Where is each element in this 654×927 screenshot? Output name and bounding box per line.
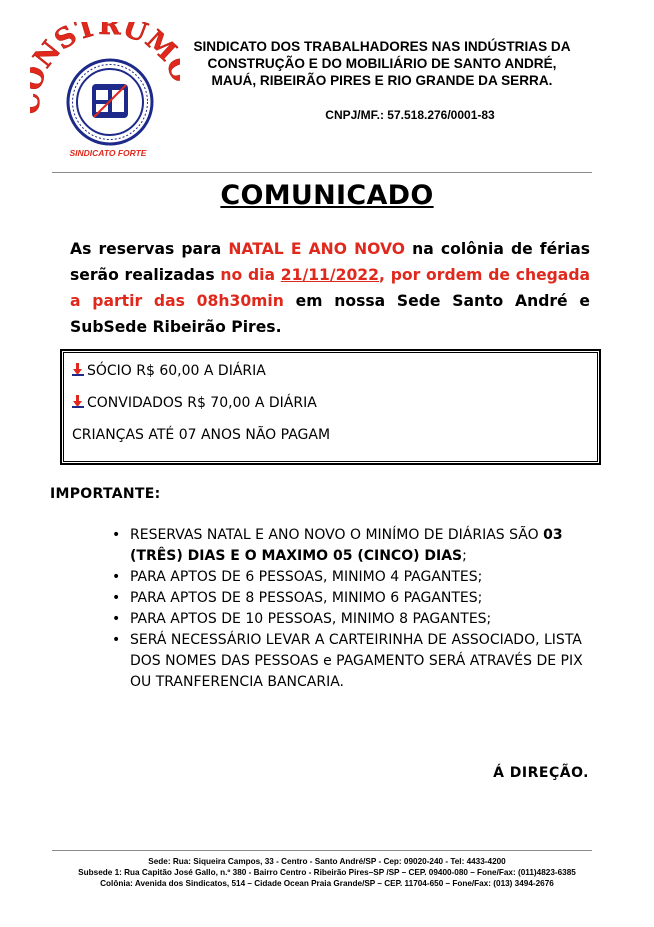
prices-box: [63, 352, 598, 462]
price-socio-label: SÓCIO R$ 60,00 A DIÁRIA: [87, 363, 266, 379]
slogan: SINDICATO FORTE: [69, 148, 147, 158]
arrow-down-icon: [72, 363, 84, 376]
important-list: [110, 525, 590, 693]
signature: Á DIREÇÃO.: [493, 765, 589, 781]
item-bold-text: 03 (TRÊS) DIAS E O MAXIMO 05 (CINCO) DIAS: [130, 527, 563, 564]
price-criancas: CRIANÇAS ATÉ 07 ANOS NÃO PAGAM: [72, 427, 331, 443]
footer-line: Sede: Rua: Siqueira Campos, 33 - Centro - Santo André/SP - Cep: 09020-240 - Tel: 4433-4200: [148, 857, 506, 866]
cnpj: CNPJ/MF.: 57.518.276/0001-83: [325, 108, 495, 122]
footer-divider: [52, 850, 592, 851]
announce-text: em nossa Sede Santo André e SubSede Ribeirão Pires.: [70, 292, 590, 336]
announce-time: , por ordem de chegada a partir das 08h30min: [70, 266, 591, 310]
item-text: RESERVAS NATAL E ANO NOVO O MINÍMO DE DIÁRIAS SÃO: [130, 527, 544, 543]
org-name-line: MAUÁ, RIBEIRÃO PIRES E RIO GRANDE DA SERRA.: [211, 73, 553, 88]
announce-date-prefix: no dia: [220, 266, 281, 284]
organization-name: [172, 38, 592, 89]
header-divider: [52, 172, 592, 173]
announce-holiday: NATAL E ANO NOVO: [228, 240, 406, 258]
list-item: [110, 525, 590, 567]
list-item: • PARA APTOS DE 8 PESSOAS, MINIMO 6 PAGANTES;: [110, 588, 590, 609]
footer-address: [0, 856, 654, 889]
important-label: IMPORTANTE:: [50, 486, 161, 502]
arrow-down-icon: [72, 395, 84, 408]
union-logo: [30, 22, 180, 160]
announce-date: 21/11/2022: [280, 266, 379, 284]
org-name-line: CONSTRUÇÃO E DO MOBILIÁRIO DE SANTO ANDRÉ,: [207, 56, 557, 71]
list-item: • PARA APTOS DE 10 PESSOAS, MINIMO 8 PAGANTES;: [110, 609, 590, 630]
price-socio: [72, 363, 266, 379]
price-convidados: [72, 395, 317, 411]
announce-text: As reservas para: [70, 240, 229, 258]
price-convidados-label: CONVIDADOS R$ 70,00 A DIÁRIA: [87, 395, 317, 411]
footer-line: Colônia: Avenida dos Sindicatos, 514 – Cidade Ocean Praia Grande/SP – CEP. 11704-650 – Fone/Fax: (013) 3494-2676: [100, 879, 554, 888]
page-title: COMUNICADO: [220, 180, 434, 211]
announcement: [70, 236, 590, 340]
org-name-line: SINDICATO DOS TRABALHADORES NAS INDÚSTRIAS DA: [193, 39, 571, 54]
logo-arc-text: NSTRUM: [30, 22, 180, 75]
item-text: ;: [462, 548, 467, 564]
announce-text: na colônia de férias serão realizadas: [70, 240, 591, 284]
list-item: • PARA APTOS DE 6 PESSOAS, MINIMO 4 PAGANTES;: [110, 567, 590, 588]
footer-line: Subsede 1: Rua Capitão José Gallo, n.º 380 - Bairro Centro - Ribeirão Pires–SP /SP – CEP. 09400-080 – Fone/Fax: (011)4823-6385: [78, 868, 576, 877]
list-item: • SERÁ NECESSÁRIO LEVAR A CARTEIRINHA DE ASSOCIADO, LISTA DOS NOMES DAS PESSOAS e PAGAMENTO SERÁ ATRAVÉS DE PIX OU TRANFERENCIA BANCARIA.: [110, 630, 590, 693]
